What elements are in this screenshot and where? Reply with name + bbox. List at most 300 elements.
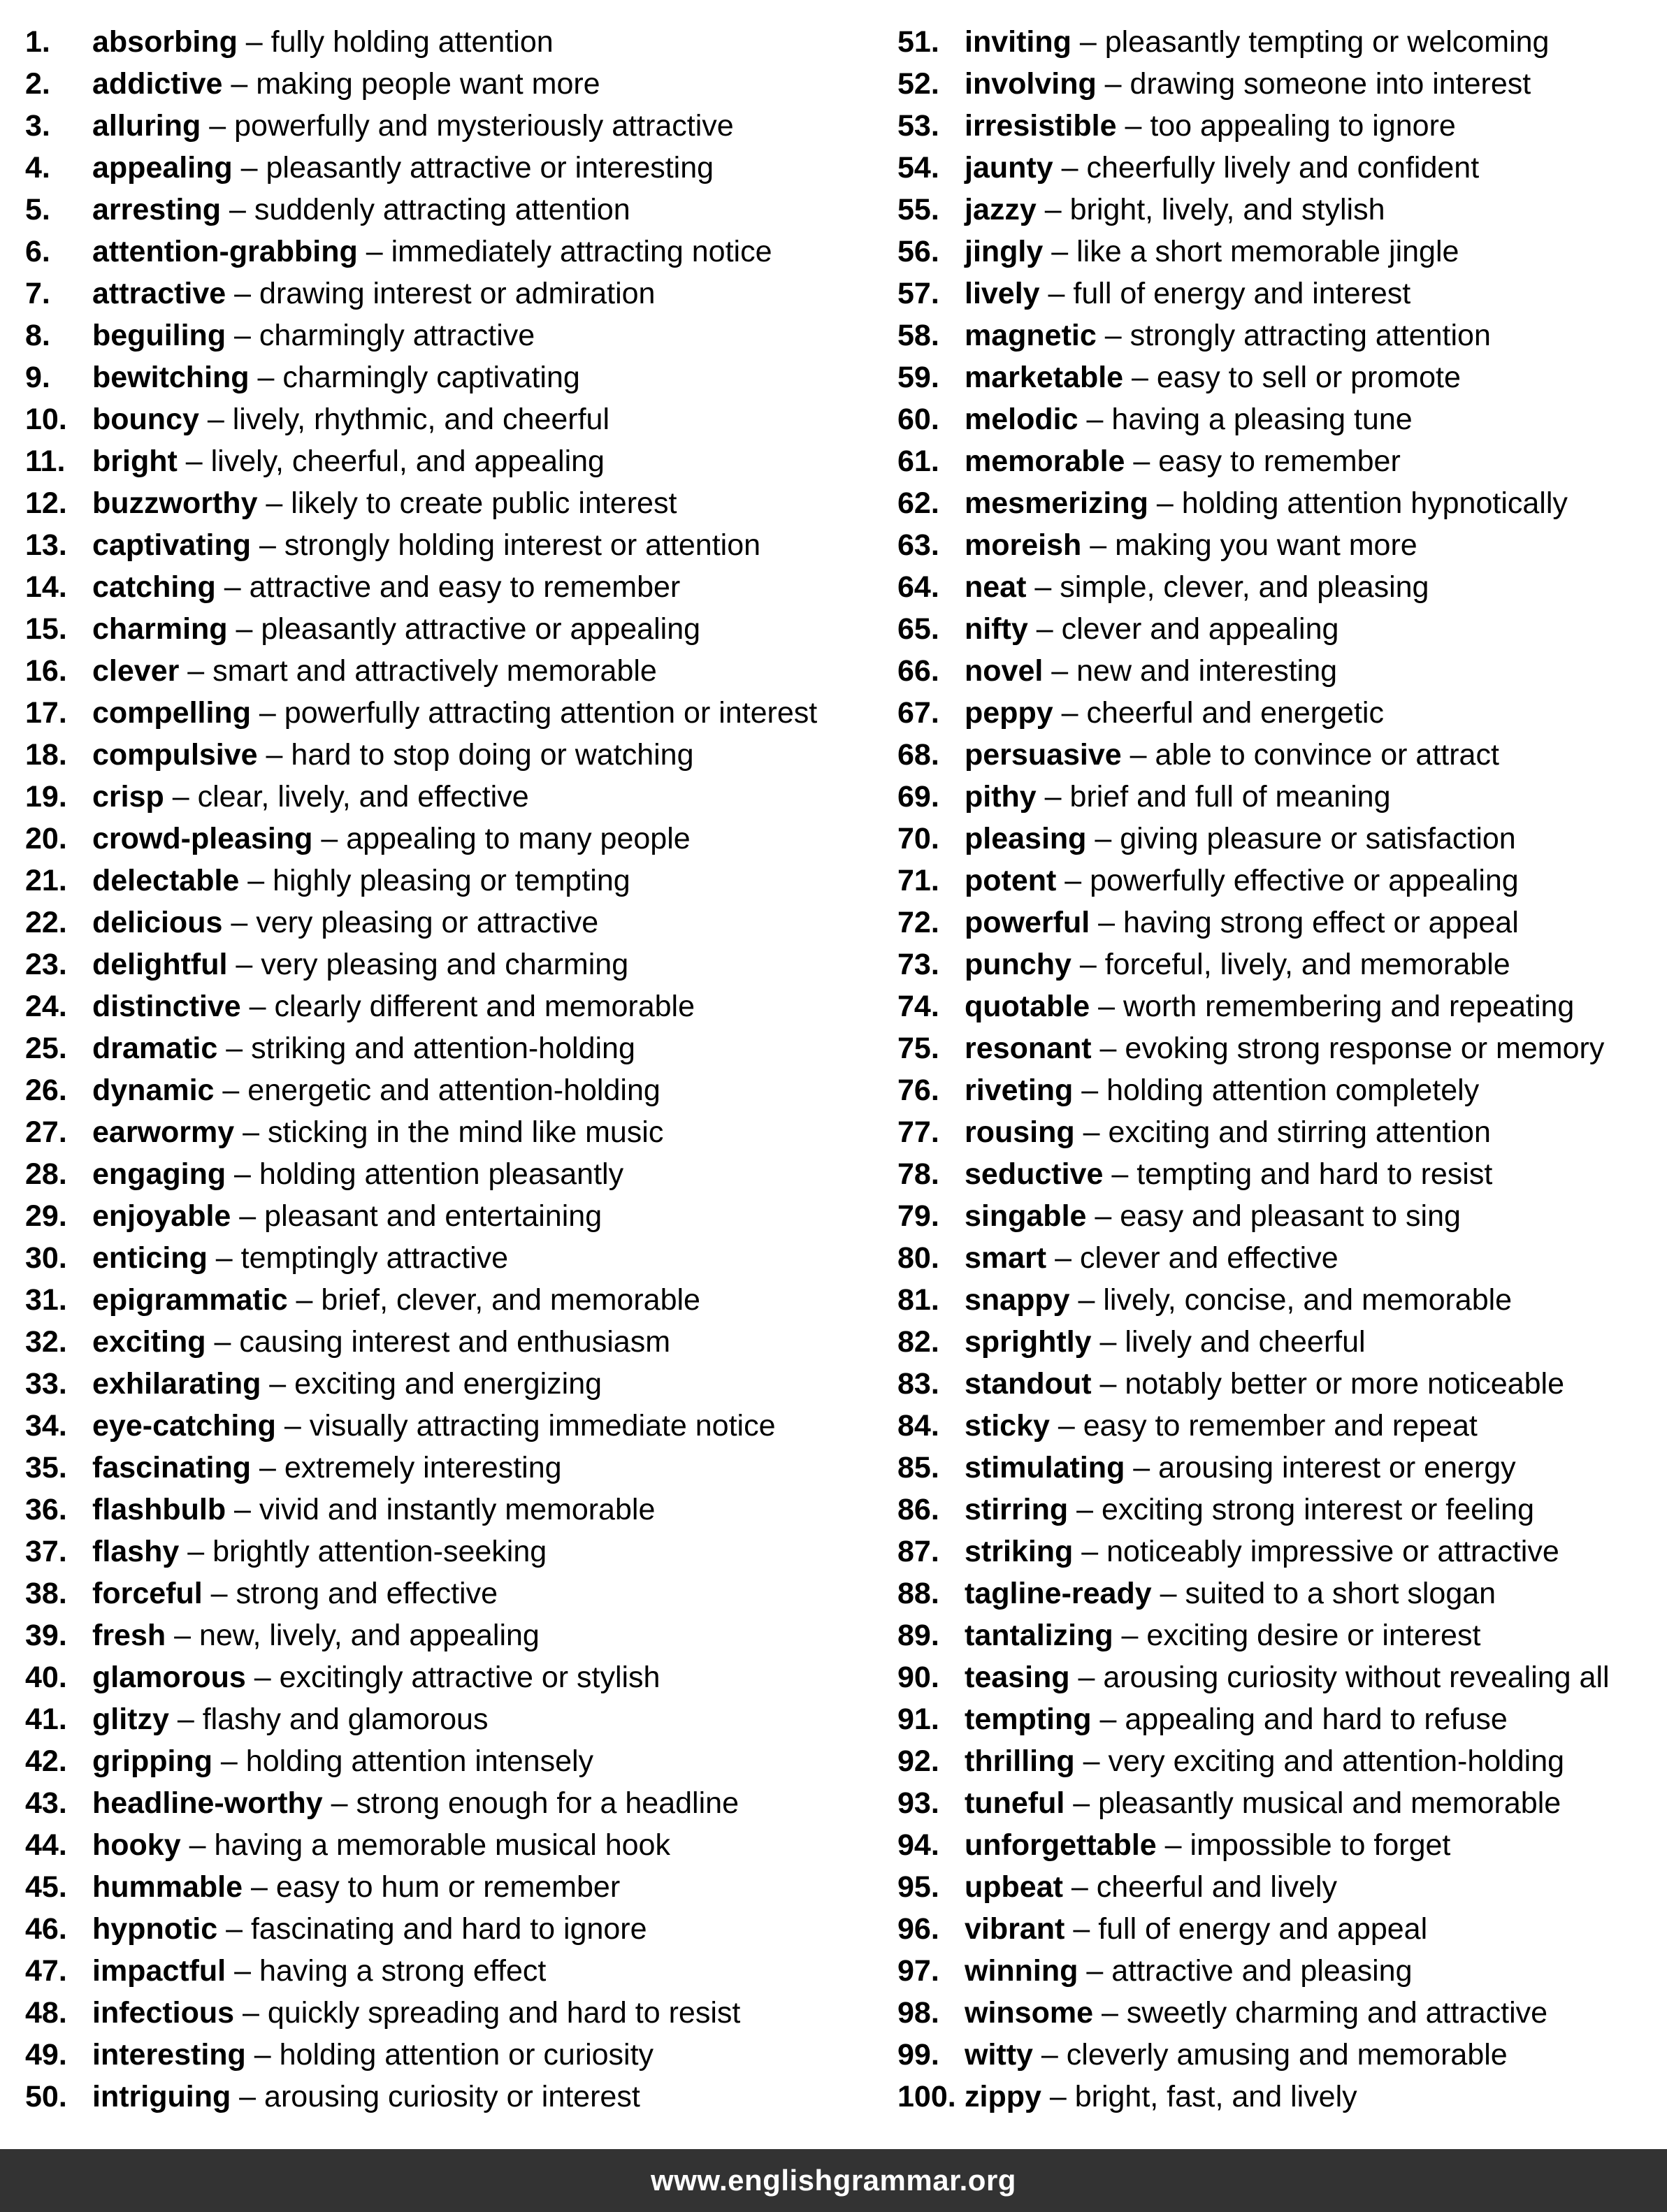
item-separator: – [166,1619,199,1652]
item-number: 64. [897,570,939,604]
item-word: charming [92,612,228,646]
item-separator: – [177,444,211,478]
item-word: seductive [965,1157,1104,1191]
item-text [965,650,1337,692]
list-item [25,1489,864,1531]
item-number: 13. [25,528,67,562]
item-definition: able to convince or attract [1155,738,1499,772]
item-number: 53. [897,109,939,143]
item-number: 21. [25,864,67,897]
list-item [25,1740,864,1782]
item-definition: clear, lively, and effective [197,780,529,814]
list-item [897,1824,1659,1866]
item-word: smart [965,1241,1047,1275]
item-text [965,398,1413,440]
item-separator: – [1053,696,1087,730]
item-separator: – [1056,864,1090,897]
item-number: 62. [897,486,939,520]
item-separator: – [322,1786,356,1820]
item-separator: – [180,1828,215,1862]
item-number: 91. [897,1703,939,1736]
item-word: absorbing [92,25,238,59]
item-number: 10. [25,403,67,436]
item-text [965,1447,1516,1489]
footer-website-link[interactable]: www.englishgrammar.org [651,2164,1016,2197]
item-text [965,566,1429,608]
item-text [92,776,529,818]
item-separator: – [245,2038,280,2072]
word-list-right-column [897,21,1659,2118]
item-text [92,1489,655,1531]
item-definition: flashy and glamorous [202,1703,489,1736]
item-word: witty [965,2038,1033,2072]
list-item [897,1195,1659,1237]
item-separator: – [212,1744,246,1778]
item-text [92,1111,663,1153]
item-text [965,1908,1427,1950]
item-word: infectious [92,1996,235,2030]
item-word: zippy [965,2080,1041,2113]
item-word: impactful [92,1954,226,1988]
item-text [92,1614,540,1656]
item-definition: charmingly attractive [259,319,535,352]
item-word: clever [92,654,180,688]
item-text [965,1573,1496,1614]
list-item [897,1573,1659,1614]
item-definition: powerfully effective or appealing [1090,864,1519,897]
item-number: 82. [897,1325,939,1359]
item-definition: evoking strong response or memory [1125,1032,1605,1065]
list-item [25,1573,864,1614]
item-text [965,1111,1491,1153]
list-item [25,860,864,902]
item-text [92,189,630,231]
item-number: 75. [897,1032,939,1065]
list-item [25,1195,864,1237]
item-definition: sticking in the mind like music [267,1115,664,1149]
item-number: 51. [897,25,939,59]
item-number: 93. [897,1786,939,1820]
list-item [897,1153,1659,1195]
item-definition: simple, clever, and pleasing [1060,570,1429,604]
item-word: crowd-pleasing [92,822,313,855]
item-definition: excitingly attractive or stylish [279,1661,661,1694]
item-number: 88. [897,1577,939,1610]
list-item [25,524,864,566]
item-text [965,1950,1413,1992]
item-definition: like a short memorable jingle [1076,235,1459,268]
item-number: 96. [897,1912,939,1946]
item-separator: – [1032,2038,1067,2072]
item-definition: arousing curiosity without revealing all [1103,1661,1610,1694]
item-text [965,1027,1604,1069]
item-separator: – [1123,361,1157,394]
item-separator: – [226,1157,259,1191]
item-text [92,21,554,63]
item-word: captivating [92,528,251,562]
list-item [897,356,1659,398]
item-separator: – [261,1367,295,1401]
item-separator: – [226,277,260,310]
item-word: striking [965,1535,1074,1568]
item-word: novel [965,654,1044,688]
item-separator: – [231,2080,265,2113]
item-separator: – [226,1493,259,1526]
item-definition: holding attention intensely [245,1744,594,1778]
item-text [92,1950,546,1992]
item-text [92,1866,620,1908]
item-separator: – [287,1283,322,1317]
item-word: potent [965,864,1057,897]
item-number: 38. [25,1577,67,1610]
item-number: 6. [25,235,50,268]
item-definition: pleasantly tempting or welcoming [1104,25,1550,59]
item-word: vibrant [965,1912,1065,1946]
item-separator: – [1068,1493,1102,1526]
list-item [25,2076,864,2118]
list-item [25,1908,864,1950]
list-item [25,692,864,734]
list-item [897,608,1659,650]
item-separator: – [227,948,261,981]
list-item [25,105,864,147]
item-number: 43. [25,1786,67,1820]
item-separator: – [1086,1199,1120,1233]
item-number: 81. [897,1283,939,1317]
item-word: hummable [92,1870,243,1904]
list-item [897,1531,1659,1573]
list-item [25,273,864,315]
item-text [965,1153,1492,1195]
item-text [92,902,598,944]
list-item [25,985,864,1027]
item-separator: – [227,612,261,646]
item-number: 79. [897,1199,939,1233]
item-word: mesmerizing [965,486,1148,520]
item-number: 22. [25,906,67,939]
item-text [965,2034,1508,2076]
item-definition: too appealing to ignore [1150,109,1456,143]
item-text [965,734,1499,776]
item-separator: – [257,738,291,772]
item-definition: having a strong effect [259,1954,547,1988]
item-text [965,231,1459,273]
item-word: standout [965,1367,1092,1401]
item-text [965,1237,1338,1279]
list-item [25,1447,864,1489]
item-word: delicious [92,906,223,939]
item-definition: exciting strong interest or feeling [1101,1493,1535,1526]
item-number: 50. [25,2080,67,2113]
item-number: 16. [25,654,67,688]
item-separator: – [1090,990,1123,1023]
list-item [25,944,864,985]
item-separator: – [1039,277,1074,310]
item-number: 66. [897,654,939,688]
item-definition: appealing to many people [346,822,691,855]
item-text [92,734,694,776]
list-item [897,1992,1659,2034]
item-text [965,818,1516,860]
item-number: 23. [25,948,67,981]
item-text [965,944,1510,985]
item-separator: – [1043,235,1077,268]
item-number: 12. [25,486,67,520]
item-definition: exciting and energizing [294,1367,602,1401]
item-text [965,105,1456,147]
item-number: 60. [897,403,939,436]
item-word: buzzworthy [92,486,258,520]
item-number: 9. [25,361,50,394]
item-definition: arousing curiosity or interest [264,2080,640,2113]
list-item [25,440,864,482]
list-item [25,608,864,650]
item-number: 26. [25,1074,67,1107]
item-definition: having strong effect or appeal [1123,906,1519,939]
item-definition: vivid and instantly memorable [259,1493,656,1526]
list-item [897,1782,1659,1824]
list-item [897,1111,1659,1153]
list-item [897,1405,1659,1447]
list-item [897,985,1659,1027]
item-word: epigrammatic [92,1283,288,1317]
item-separator: – [1049,1409,1083,1443]
item-separator: – [1093,1996,1127,2030]
list-item [25,1531,864,1573]
item-text [92,1698,488,1740]
item-text [92,147,714,189]
item-word: forceful [92,1577,203,1610]
list-item [897,692,1659,734]
item-text [92,1573,498,1614]
item-separator: – [1086,822,1120,855]
item-separator: – [1027,612,1062,646]
item-word: stimulating [965,1451,1125,1484]
list-item [897,1321,1659,1363]
item-definition: fascinating and hard to ignore [250,1912,647,1946]
word-list-left-column [25,21,864,2118]
item-text [92,398,609,440]
item-word: marketable [965,361,1124,394]
item-definition: cheerful and energetic [1086,696,1384,730]
item-word: stirring [965,1493,1069,1526]
item-definition: exciting and stirring attention [1108,1115,1491,1149]
item-number: 69. [897,780,939,814]
item-definition: strongly attracting attention [1130,319,1491,352]
item-word: tempting [965,1703,1092,1736]
item-separator: – [1081,528,1116,562]
item-definition: new and interesting [1076,654,1338,688]
item-text [965,524,1417,566]
item-separator: – [234,1996,268,2030]
item-word: interesting [92,2038,246,2072]
list-item [897,231,1659,273]
item-number: 45. [25,1870,67,1904]
item-word: distinctive [92,990,241,1023]
item-text [92,2076,640,2118]
item-word: attention-grabbing [92,235,358,268]
item-definition: holding attention hypnotically [1181,486,1568,520]
item-word: memorable [965,444,1125,478]
item-number: 28. [25,1157,67,1191]
item-word: fresh [92,1619,166,1652]
item-separator: – [226,1954,259,1988]
list-item [25,1279,864,1321]
item-definition: striking and attention-holding [251,1032,635,1065]
item-number: 58. [897,319,939,352]
item-definition: charmingly captivating [282,361,580,394]
item-word: flashy [92,1535,180,1568]
list-item [25,776,864,818]
list-item [25,566,864,608]
item-separator: – [250,696,284,730]
item-definition: energetic and attention-holding [247,1074,661,1107]
item-definition: temptingly attractive [240,1241,509,1275]
item-text [965,1195,1461,1237]
list-item [25,734,864,776]
item-word: delightful [92,948,228,981]
item-definition: easy to sell or promote [1156,361,1461,394]
item-text [92,1279,700,1321]
item-number: 78. [897,1157,939,1191]
list-item [25,1153,864,1195]
item-definition: bright, fast, and lively [1074,2080,1357,2113]
item-separator: – [357,235,391,268]
list-item [25,2034,864,2076]
item-number: 18. [25,738,67,772]
item-number: 34. [25,1409,67,1443]
item-definition: having a memorable musical hook [214,1828,670,1862]
item-separator: – [1156,1828,1190,1862]
item-definition: drawing someone into interest [1130,67,1531,101]
item-text [965,482,1568,524]
list-item [25,398,864,440]
item-separator: – [201,109,235,143]
item-definition: easy to remember and repeat [1083,1409,1478,1443]
item-text [92,1153,623,1195]
item-number: 61. [897,444,939,478]
item-number: 41. [25,1703,67,1736]
item-text [965,356,1461,398]
item-number: 89. [897,1619,939,1652]
item-number: 87. [897,1535,939,1568]
list-item [25,482,864,524]
item-word: beguiling [92,319,226,352]
item-definition: drawing interest or admiration [259,277,656,310]
item-definition: brightly attention-seeking [212,1535,547,1568]
list-item [897,524,1659,566]
list-item [25,1782,864,1824]
list-item [25,1656,864,1698]
item-text [92,231,772,273]
item-text [965,273,1410,315]
list-item [25,315,864,356]
item-number: 32. [25,1325,67,1359]
list-item [897,1237,1659,1279]
item-number: 56. [897,235,939,268]
item-word: sticky [965,1409,1050,1443]
item-number: 84. [897,1409,939,1443]
item-text [965,985,1574,1027]
item-number: 63. [897,528,939,562]
item-separator: – [202,1577,236,1610]
item-number: 20. [25,822,67,855]
item-word: jingly [965,235,1044,268]
item-number: 54. [897,151,939,185]
item-word: jazzy [965,193,1037,226]
item-number: 2. [25,67,50,101]
item-text [92,1447,562,1489]
item-number: 49. [25,2038,67,2072]
item-definition: extremely interesting [284,1451,562,1484]
item-text [92,1824,670,1866]
item-word: addictive [92,67,223,101]
item-number: 86. [897,1493,939,1526]
item-separator: – [214,1074,248,1107]
item-number: 24. [25,990,67,1023]
item-word: punchy [965,948,1071,981]
item-text [92,315,535,356]
list-item [897,2034,1659,2076]
item-definition: suddenly attracting attention [254,193,630,226]
list-item [897,650,1659,692]
item-text [965,1614,1480,1656]
item-definition: attractive and pleasing [1111,1954,1413,1988]
item-separator: – [251,528,284,562]
item-number: 35. [25,1451,67,1484]
list-item [25,21,864,63]
item-word: bright [92,444,178,478]
item-definition: notably better or more noticeable [1125,1367,1565,1401]
item-text [92,524,760,566]
item-number: 37. [25,1535,67,1568]
item-number: 57. [897,277,939,310]
list-item [897,1363,1659,1405]
item-word: glitzy [92,1703,169,1736]
item-definition: strongly holding interest or attention [284,528,761,562]
list-item [897,1656,1659,1698]
item-number: 70. [897,822,939,855]
item-separator: – [240,990,275,1023]
item-separator: – [1065,1786,1099,1820]
list-item [25,1405,864,1447]
list-item [897,566,1659,608]
item-text [92,1405,775,1447]
item-separator: – [164,780,198,814]
item-word: attractive [92,277,226,310]
item-word: crisp [92,780,164,814]
item-definition: having a pleasing tune [1111,403,1413,436]
item-separator: – [232,151,266,185]
item-text [965,692,1384,734]
item-separator: – [179,1535,213,1568]
list-item [897,902,1659,944]
item-word: intriguing [92,2080,231,2113]
item-word: moreish [965,528,1082,562]
item-separator: – [1046,1241,1080,1275]
item-definition: holding attention pleasantly [259,1157,624,1191]
item-number: 73. [897,948,939,981]
item-separator: – [1125,444,1159,478]
item-definition: powerfully and mysteriously attractive [234,109,734,143]
item-word: inviting [965,25,1071,59]
item-word: teasing [965,1661,1070,1694]
item-separator: – [1036,193,1070,226]
item-separator: – [231,1199,265,1233]
item-number: 65. [897,612,939,646]
item-word: arresting [92,193,222,226]
item-text [92,1363,602,1405]
